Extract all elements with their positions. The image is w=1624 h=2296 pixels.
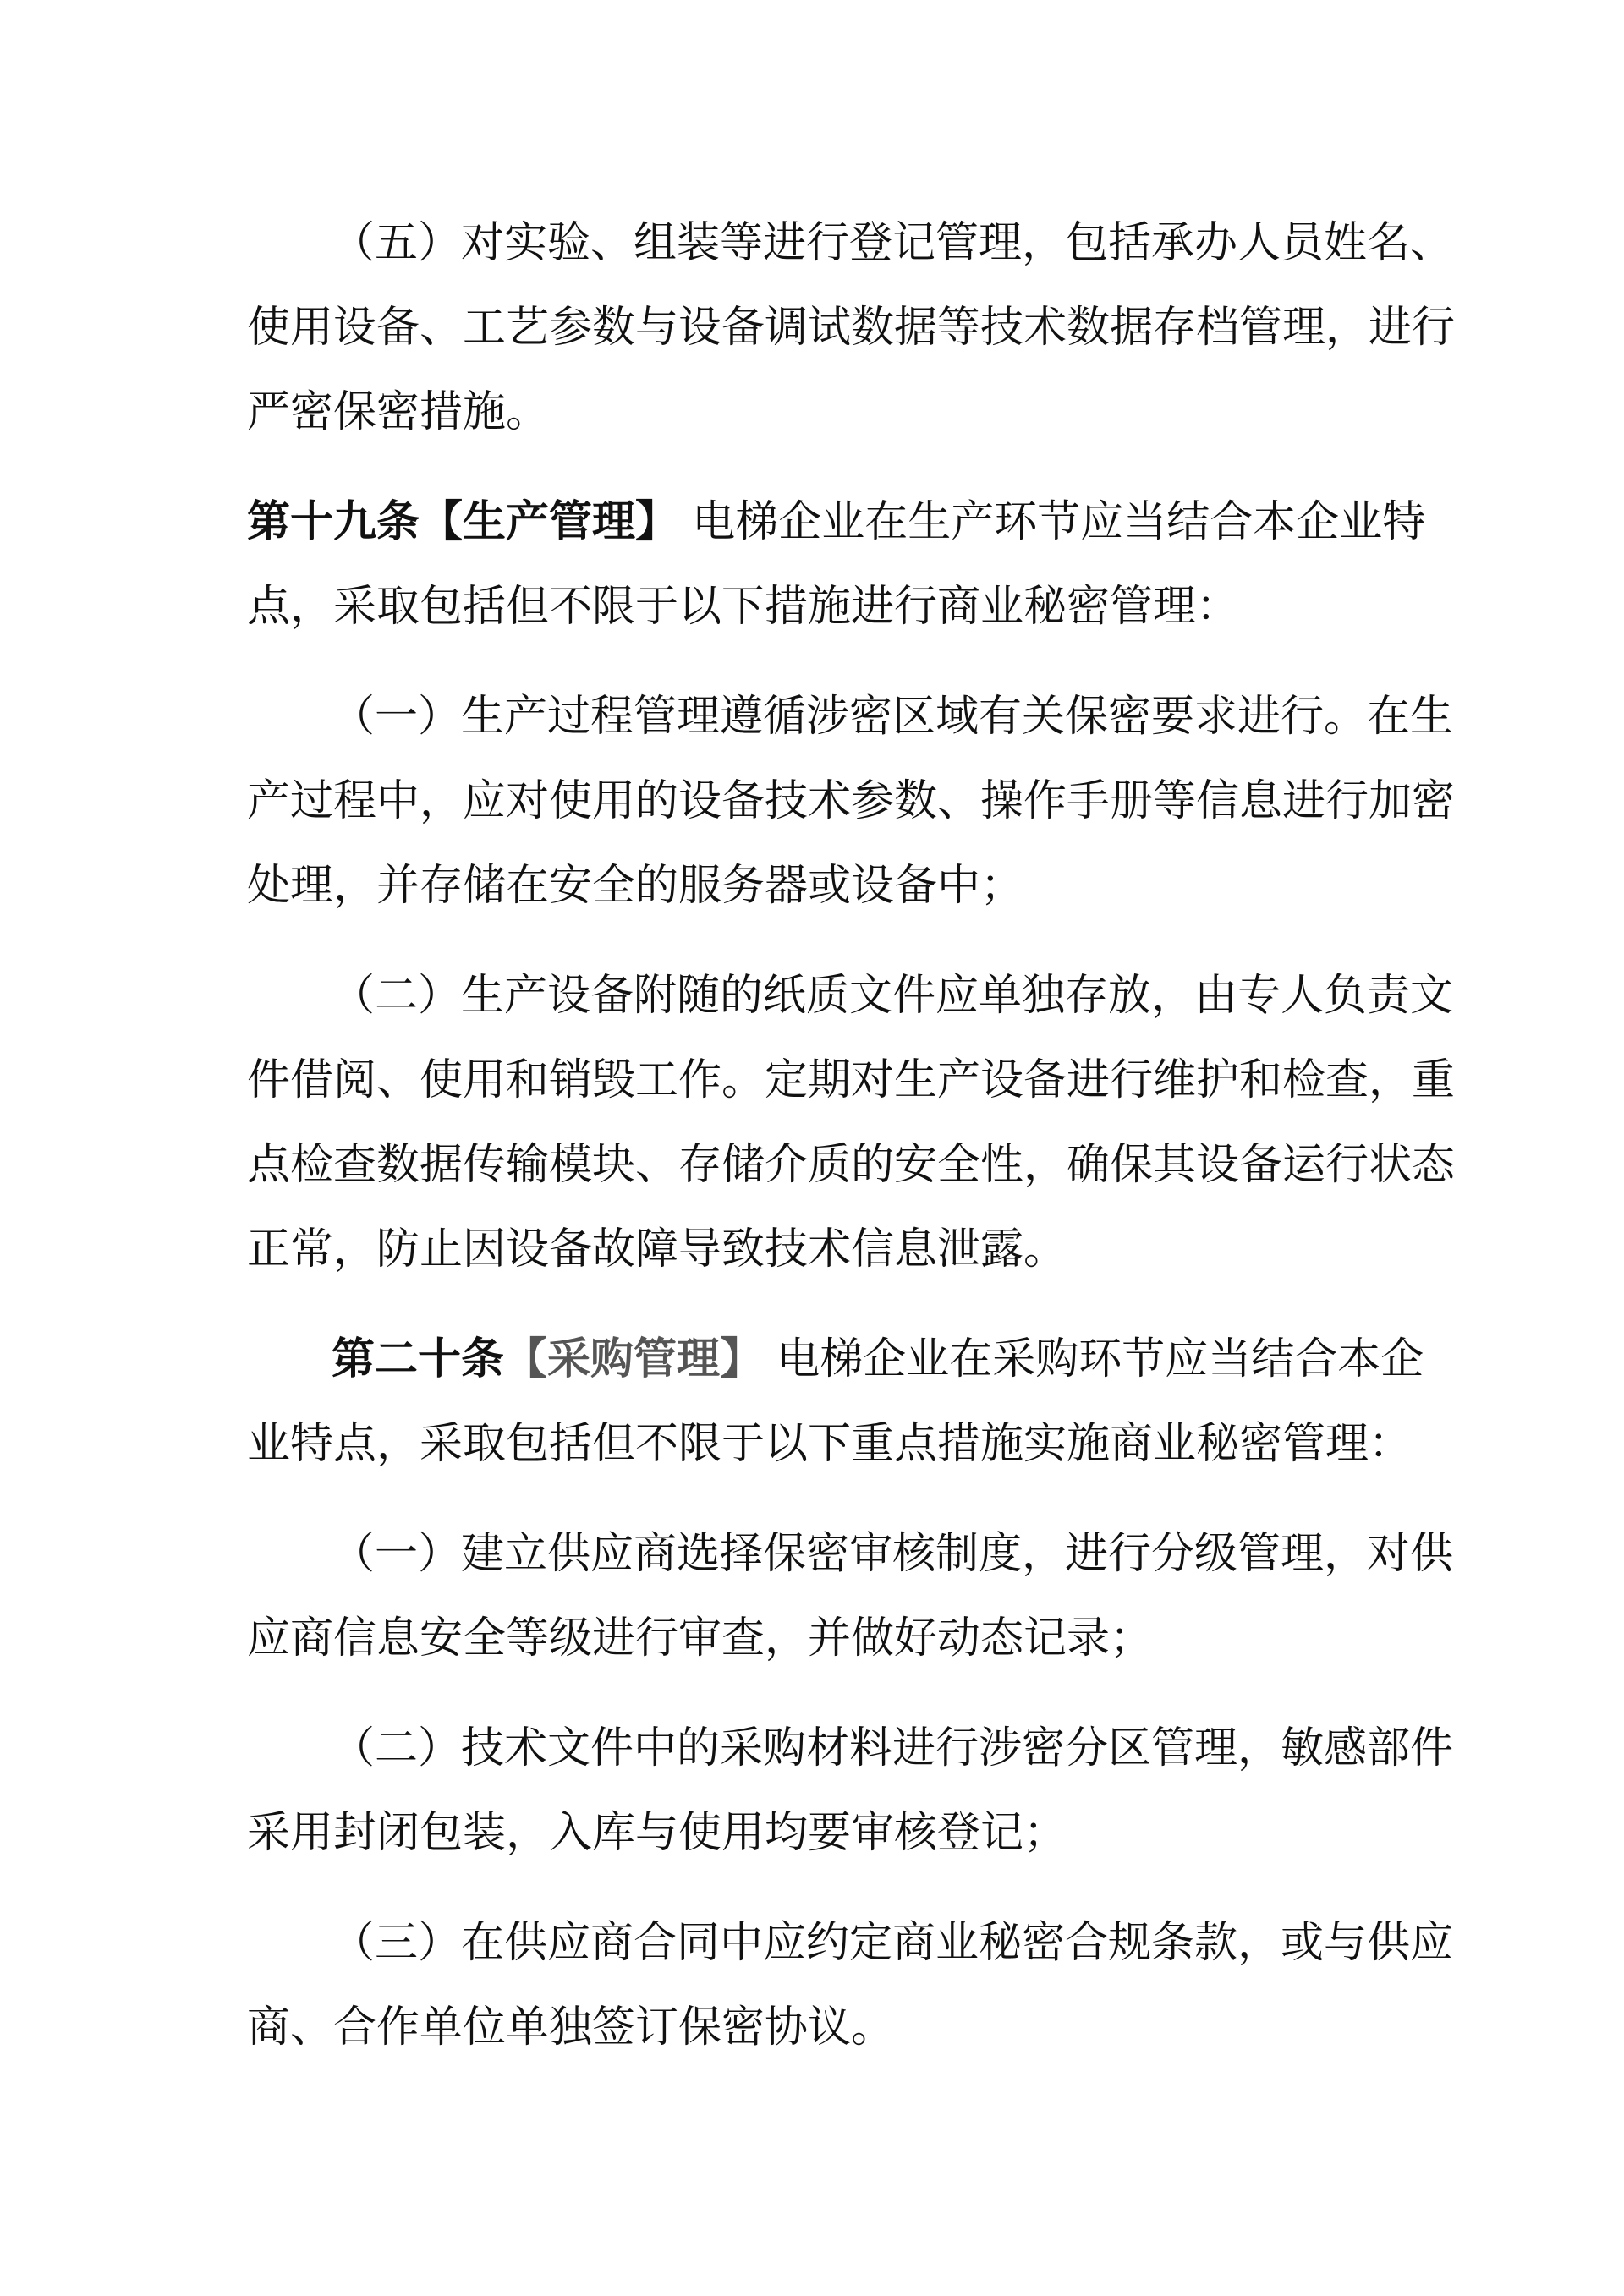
article19-item2-line-3: 点检查数据传输模块、存储介质的安全性，确保其设备运行状态 (247, 1140, 1456, 1190)
article19-title: 第十九条【生产管理】 (247, 497, 679, 547)
article20-line-2: 业特点，采取包括但不限于以下重点措施实施商业秘密管理： (247, 1419, 1413, 1469)
article20-title-number: 第二十条 (332, 1334, 505, 1384)
article20-item3-line-2: 商、合作单位单独签订保密协议。 (247, 2003, 895, 2052)
article20-item3-line-1: （三）在供应商合同中应约定商业秘密合规条款，或与供应 (332, 1918, 1454, 1968)
article20-item1-line-1: （一）建立供应商选择保密审核制度，进行分级管理，对供 (332, 1529, 1454, 1579)
item5-line-1: （五）对实验、组装等进行登记管理，包括承办人员姓名、 (332, 218, 1454, 268)
article20-intro-text: 电梯企业在采购环节应当结合本企 (763, 1334, 1424, 1384)
article19-line-2: 点，采取包括但不限于以下措施进行商业秘密管理： (247, 582, 1240, 632)
article19-item2-line-1: （二）生产设备附随的纸质文件应单独存放，由专人负责文 (332, 971, 1454, 1021)
article20-title-bracket: 【采购管理】 (504, 1334, 764, 1384)
article20-item1-line-2: 应商信息安全等级进行审查，并做好动态记录； (247, 1614, 1154, 1663)
article19-item1-line-2: 产过程中，应对使用的设备技术参数、操作手册等信息进行加密 (247, 776, 1456, 826)
article19-item2-line-2: 件借阅、使用和销毁工作。定期对生产设备进行维护和检查，重 (247, 1055, 1456, 1105)
article19-item2-line-4: 正常，防止因设备故障导致技术信息泄露。 (247, 1225, 1067, 1274)
article20-line-1 (332, 1334, 1424, 1385)
article19-line-1 (247, 497, 1426, 548)
article19-item1-line-3: 处理，并存储在安全的服务器或设备中； (247, 861, 1024, 911)
article19-item1-line-1: （一）生产过程管理遵循涉密区域有关保密要求进行。在生 (332, 692, 1454, 742)
article20-item2-line-1: （二）技术文件中的采购材料进行涉密分区管理，敏感部件 (332, 1723, 1454, 1773)
article20-item2-line-2: 采用封闭包装，入库与使用均要审核登记； (247, 1808, 1067, 1858)
item5-line-3: 严密保密措施。 (247, 387, 550, 437)
item5-line-2: 使用设备、工艺参数与设备调试数据等技术数据存档管理，进行 (247, 303, 1456, 353)
article19-intro-text: 电梯企业在生产环节应当结合本企业特 (678, 497, 1426, 547)
